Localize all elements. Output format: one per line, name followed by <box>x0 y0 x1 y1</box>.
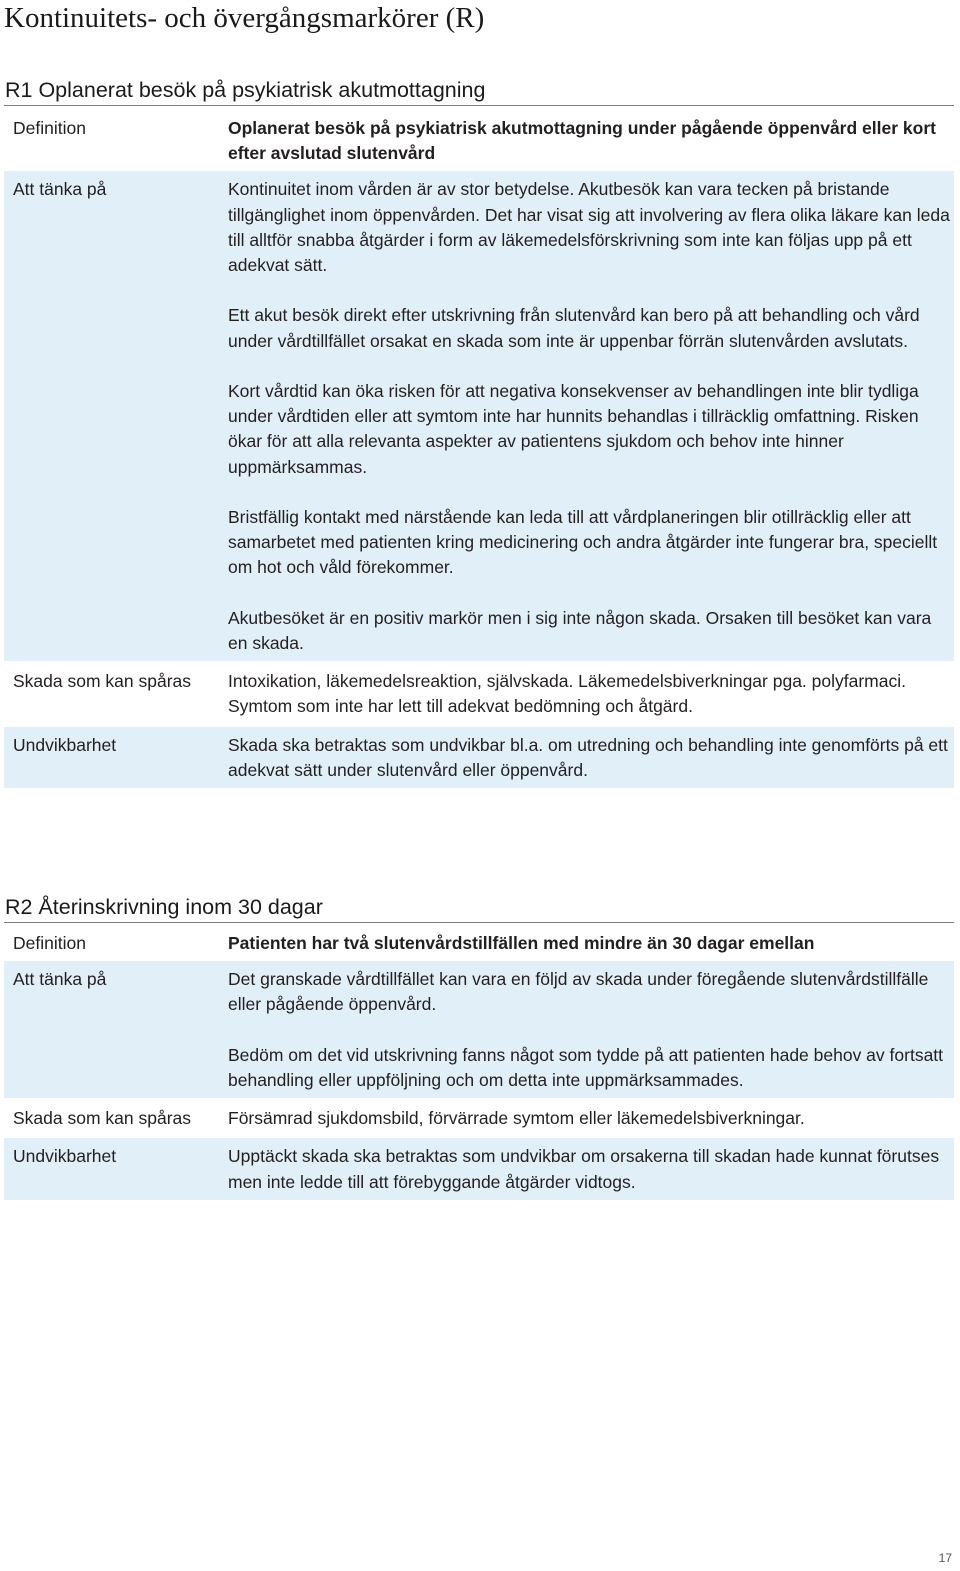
row-label: Definition <box>13 933 86 953</box>
row-content <box>219 1106 954 1131</box>
paragraph: Bristfällig kontakt med närstående kan leda till att vårdplaneringen blir otillräcklig eller att samarbetet med patienten kring medicinering och andra åtgärder inte fungerar bra, speciellt om hot och våld förekommer. <box>228 507 938 578</box>
section-heading: R1 Oplanerat besök på psykiatrisk akutmottagning <box>4 75 954 106</box>
paragraph: Akutbesöket är en positiv markör men i sig inte någon skada. Orsaken till besöket kan vara en skada. <box>228 607 932 653</box>
row-label: Undvikbarhet <box>13 734 117 755</box>
row-att-tanka-pa <box>4 961 954 1100</box>
row-label: Att tänka på <box>13 969 107 990</box>
row-definition <box>4 106 954 171</box>
section-r1 <box>4 75 954 788</box>
row-definition <box>4 923 954 961</box>
row-label: Definition <box>13 118 86 138</box>
row-content <box>219 177 954 656</box>
section-r2 <box>4 892 954 1200</box>
paragraph: Det granskade vårdtillfället kan vara en följd av skada under föregående slutenvårdstillfälle eller pågående öppenvård. <box>228 969 929 1015</box>
row-content <box>219 1144 954 1194</box>
row-label: Skada som kan spåras <box>13 1108 192 1129</box>
paragraph: Försämrad sjukdomsbild, förvärrade symtom eller läkemedelsbiverkningar. <box>228 1108 805 1129</box>
paragraph: Bedöm om det vid utskrivning fanns något som tydde på att patienten hade behov av fortsatt behandling eller uppföljning och om detta inte uppmärksammades. <box>228 1044 944 1090</box>
paragraph: Kort vårdtid kan öka risken för att negativa konsekvenser av behandlingen inte blir tydliga under vårdtiden eller att symtom inte har hunnits behandlas i tillräcklig omfattning. Risken ökar för att alla relevanta aspekter av patientens sjukdom och behov inte hinner uppmärksammas. <box>228 381 919 477</box>
row-skada-som-kan-sparas <box>4 663 954 726</box>
row-undvikbarhet <box>4 1138 954 1199</box>
row-skada-som-kan-sparas <box>4 1100 954 1138</box>
row-content <box>219 733 954 783</box>
row-content <box>219 967 954 1093</box>
paragraph: Oplanerat besök på psykiatrisk akutmottagning under pågående öppenvård eller kort efter avslutad slutenvård <box>228 118 936 164</box>
section-heading: R2 Återinskrivning inom 30 dagar <box>4 892 954 923</box>
paragraph: Upptäckt skada ska betraktas som undvikbar om orsakerna till skadan hade kunnat förutses men inte ledde till att förebyggande åtgärder vidtogs. <box>228 1146 940 1192</box>
paragraph: Ett akut besök direkt efter utskrivning från slutenvård kan bero på att behandling och vård under vårdtillfället orsakat en skada som inte är uppenbar förrän slutenvården avslutats. <box>228 305 920 351</box>
paragraph: Patienten har två slutenvårdstillfällen med mindre än 30 dagar emellan <box>228 933 815 953</box>
paragraph: Intoxikation, läkemedelsreaktion, självskada. Läkemedelsbiverkningar pga. polyfarmaci. Symtom som inte har lett till adekvat bedömning och åtgärd. <box>228 671 906 717</box>
row-label: Skada som kan spåras <box>13 671 192 692</box>
page-title: Kontinuitets- och övergångsmarkörer (R) <box>4 2 485 34</box>
row-content <box>219 931 954 956</box>
row-label: Att tänka på <box>13 179 107 200</box>
paragraph: Kontinuitet inom vården är av stor betydelse. Akutbesök kan vara tecken på bristande tillgänglighet inom öppenvården. Det har visat sig att involvering av flera olika läkare kan leda till alltför snabba åtgärder i form av läkemedelsförskrivning som inte kan följas upp på ett adekvat sätt. <box>228 179 950 276</box>
row-undvikbarhet <box>4 727 954 788</box>
page-number: 17 <box>938 1551 952 1565</box>
row-label: Undvikbarhet <box>13 1146 117 1167</box>
row-content <box>219 116 954 166</box>
paragraph: Skada ska betraktas som undvikbar bl.a. om utredning och behandling inte genomförts på ett adekvat sätt under slutenvård eller öppenvård. <box>228 734 948 780</box>
row-att-tanka-pa <box>4 171 954 663</box>
row-content <box>219 669 954 719</box>
